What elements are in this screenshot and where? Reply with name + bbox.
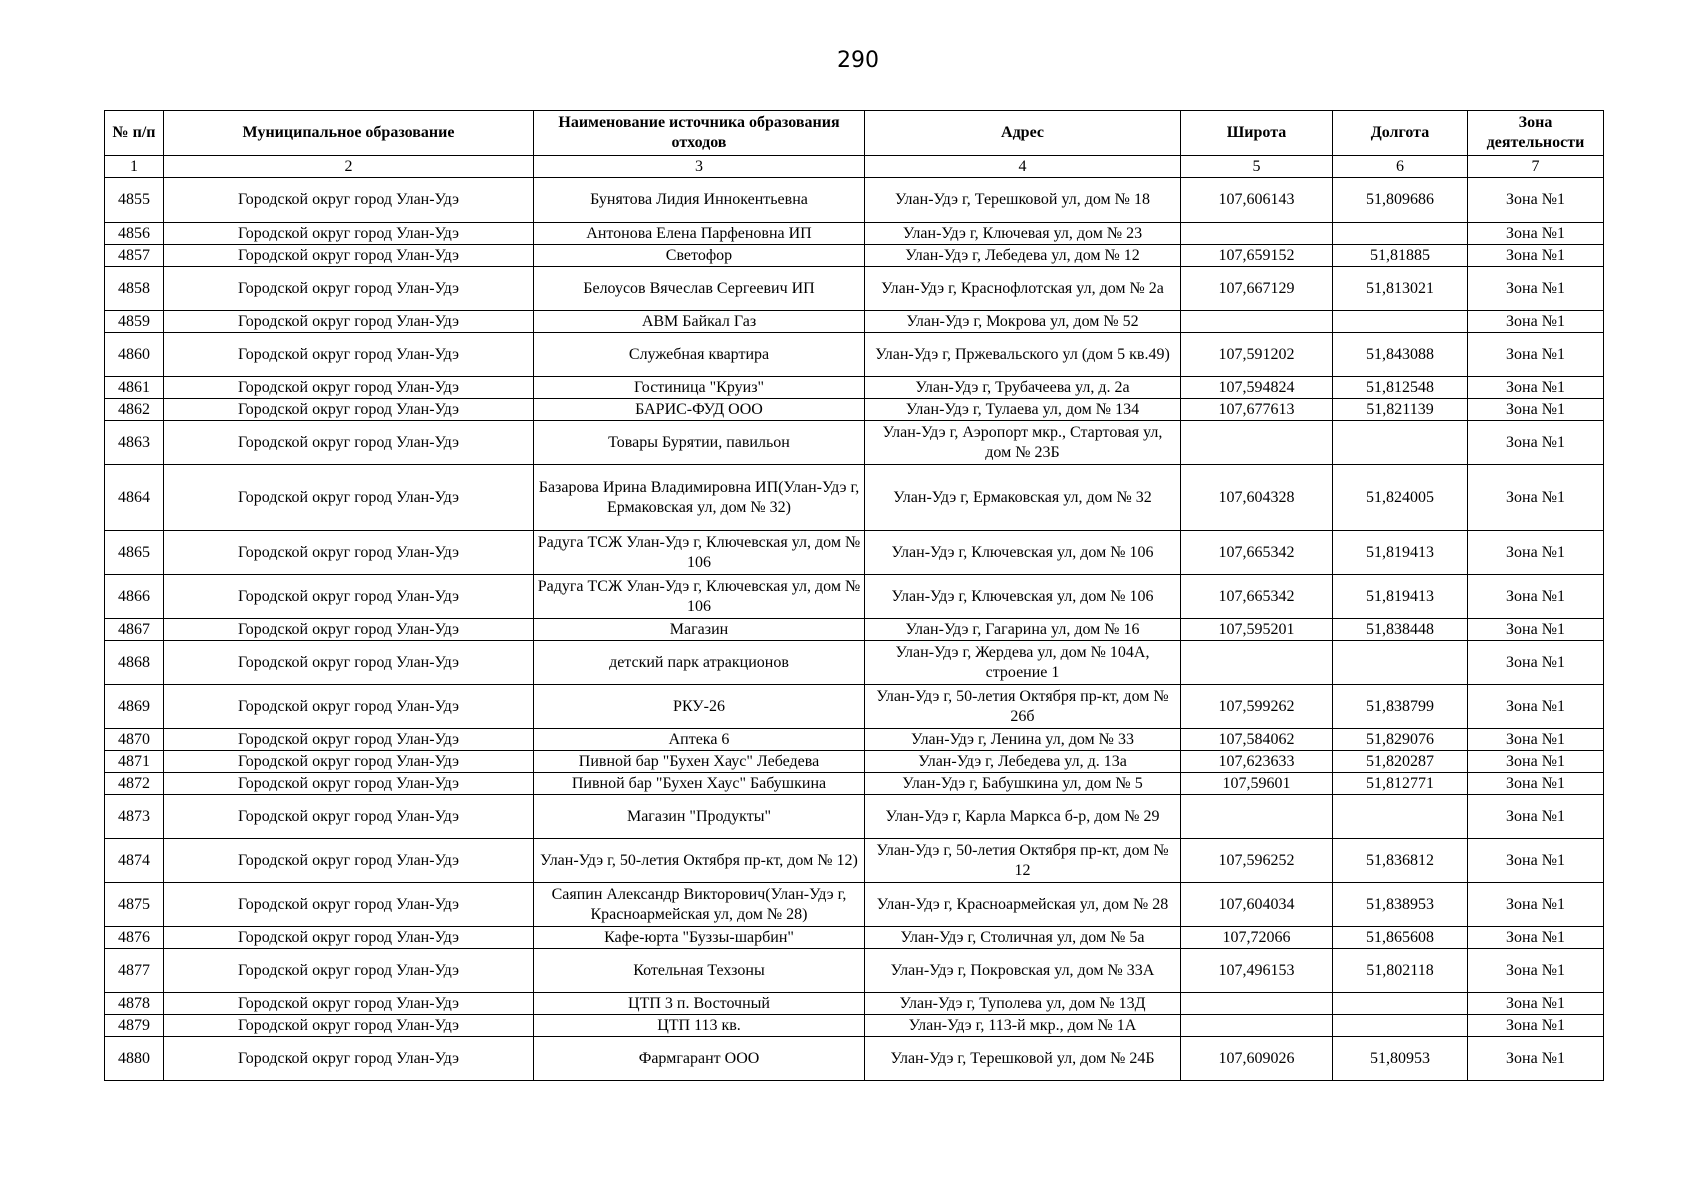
cell-longitude	[1333, 795, 1468, 839]
cell-longitude: 51,819413	[1333, 575, 1468, 619]
cell-longitude: 51,80953	[1333, 1037, 1468, 1081]
cell-source: ЦТП 3 п. Восточный	[534, 993, 865, 1015]
table-row	[105, 575, 1604, 619]
cell-address: Улан-Удэ г, Туполева ул, дом № 13Д	[865, 993, 1181, 1015]
table-row	[105, 245, 1604, 267]
table-row	[105, 729, 1604, 751]
cell-latitude: 107,596252	[1181, 839, 1333, 883]
cell-latitude: 107,604328	[1181, 465, 1333, 531]
cell-municipality: Городской округ город Улан-Удэ	[164, 619, 534, 641]
table-row	[105, 1037, 1604, 1081]
cell-number: 4871	[105, 751, 164, 773]
cell-zone: Зона №1	[1468, 795, 1604, 839]
cell-address: Улан-Удэ г, Карла Маркса б-р, дом № 29	[865, 795, 1181, 839]
column-number-row	[105, 156, 1604, 178]
cell-latitude: 107,677613	[1181, 399, 1333, 421]
cell-municipality: Городской округ город Улан-Удэ	[164, 883, 534, 927]
cell-municipality: Городской округ город Улан-Удэ	[164, 311, 534, 333]
cell-address: Улан-Удэ г, Жердева ул, дом № 104А, строение 1	[865, 641, 1181, 685]
cell-municipality: Городской округ город Улан-Удэ	[164, 751, 534, 773]
cell-zone: Зона №1	[1468, 949, 1604, 993]
cell-number: 4874	[105, 839, 164, 883]
cell-longitude: 51,813021	[1333, 267, 1468, 311]
table-body	[105, 178, 1604, 1081]
cell-municipality: Городской округ город Улан-Удэ	[164, 641, 534, 685]
cell-longitude: 51,838448	[1333, 619, 1468, 641]
cell-latitude: 107,595201	[1181, 619, 1333, 641]
table-row	[105, 927, 1604, 949]
table-row	[105, 421, 1604, 465]
table-row	[105, 949, 1604, 993]
cell-source: Пивной бар "Бухен Хаус" Бабушкина	[534, 773, 865, 795]
cell-number: 4880	[105, 1037, 164, 1081]
cell-source: Аптека 6	[534, 729, 865, 751]
table-row	[105, 685, 1604, 729]
cell-source: Радуга ТСЖ Улан-Удэ г, Ключевская ул, дом № 106	[534, 531, 865, 575]
cell-number: 4865	[105, 531, 164, 575]
cell-number: 4872	[105, 773, 164, 795]
cell-municipality: Городской округ город Улан-Удэ	[164, 245, 534, 267]
cell-zone: Зона №1	[1468, 993, 1604, 1015]
cell-number: 4859	[105, 311, 164, 333]
cell-municipality: Городской округ город Улан-Удэ	[164, 399, 534, 421]
waste-sources-table	[104, 110, 1604, 1081]
cell-zone: Зона №1	[1468, 223, 1604, 245]
cell-address: Улан-Удэ г, 50-летия Октября пр-кт, дом № 26б	[865, 685, 1181, 729]
cell-longitude: 51,819413	[1333, 531, 1468, 575]
cell-latitude	[1181, 993, 1333, 1015]
table-row	[105, 751, 1604, 773]
cell-zone: Зона №1	[1468, 685, 1604, 729]
cell-latitude: 107,665342	[1181, 575, 1333, 619]
cell-longitude	[1333, 641, 1468, 685]
table-row	[105, 1015, 1604, 1037]
cell-latitude: 107,606143	[1181, 178, 1333, 223]
cell-source: Пивной бар "Бухен Хаус" Лебедева	[534, 751, 865, 773]
table-row	[105, 399, 1604, 421]
cell-zone: Зона №1	[1468, 1037, 1604, 1081]
cell-municipality: Городской округ город Улан-Удэ	[164, 531, 534, 575]
cell-address: Улан-Удэ г, Мокрова ул, дом № 52	[865, 311, 1181, 333]
cell-source: Гостиница "Круиз"	[534, 377, 865, 399]
cell-longitude	[1333, 1015, 1468, 1037]
cell-latitude: 107,591202	[1181, 333, 1333, 377]
cell-number: 4860	[105, 333, 164, 377]
cell-number: 4868	[105, 641, 164, 685]
cell-longitude: 51,824005	[1333, 465, 1468, 531]
cell-longitude: 51,838799	[1333, 685, 1468, 729]
cell-latitude: 107,604034	[1181, 883, 1333, 927]
cell-zone: Зона №1	[1468, 531, 1604, 575]
cell-address: Улан-Удэ г, Бабушкина ул, дом № 5	[865, 773, 1181, 795]
table-row	[105, 267, 1604, 311]
cell-latitude	[1181, 795, 1333, 839]
cell-address: Улан-Удэ г, Пржевальского ул (дом 5 кв.49)	[865, 333, 1181, 377]
cell-zone: Зона №1	[1468, 773, 1604, 795]
header-cell-address: Адрес	[865, 111, 1181, 156]
cell-number: 4863	[105, 421, 164, 465]
cell-municipality: Городской округ город Улан-Удэ	[164, 773, 534, 795]
table-row	[105, 333, 1604, 377]
cell-number: 4877	[105, 949, 164, 993]
cell-number: 4873	[105, 795, 164, 839]
cell-longitude: 51,865608	[1333, 927, 1468, 949]
cell-municipality: Городской округ город Улан-Удэ	[164, 795, 534, 839]
cell-source: Служебная квартира	[534, 333, 865, 377]
cell-zone: Зона №1	[1468, 1015, 1604, 1037]
table-row	[105, 641, 1604, 685]
column-number: 3	[534, 156, 865, 178]
cell-municipality: Городской округ город Улан-Удэ	[164, 178, 534, 223]
cell-source: Антонова Елена Парфеновна ИП	[534, 223, 865, 245]
cell-number: 4864	[105, 465, 164, 531]
page-number: 290	[837, 48, 879, 73]
cell-municipality: Городской округ город Улан-Удэ	[164, 729, 534, 751]
cell-address: Улан-Удэ г, 50-летия Октября пр-кт, дом № 12	[865, 839, 1181, 883]
table-row	[105, 178, 1604, 223]
header-cell-zone: Зона деятельности	[1468, 111, 1604, 156]
cell-municipality: Городской округ город Улан-Удэ	[164, 421, 534, 465]
cell-address: Улан-Удэ г, Аэропорт мкр., Стартовая ул, дом № 23Б	[865, 421, 1181, 465]
cell-municipality: Городской округ город Улан-Удэ	[164, 267, 534, 311]
cell-address: Улан-Удэ г, Столичная ул, дом № 5а	[865, 927, 1181, 949]
cell-number: 4861	[105, 377, 164, 399]
cell-number: 4858	[105, 267, 164, 311]
cell-latitude	[1181, 311, 1333, 333]
cell-latitude: 107,623633	[1181, 751, 1333, 773]
cell-address: Улан-Удэ г, Терешковой ул, дом № 24Б	[865, 1037, 1181, 1081]
cell-number: 4875	[105, 883, 164, 927]
cell-longitude: 51,809686	[1333, 178, 1468, 223]
cell-latitude: 107,72066	[1181, 927, 1333, 949]
cell-address: Улан-Удэ г, Ермаковская ул, дом № 32	[865, 465, 1181, 531]
cell-latitude: 107,59601	[1181, 773, 1333, 795]
cell-number: 4867	[105, 619, 164, 641]
cell-source: Товары Бурятии, павильон	[534, 421, 865, 465]
cell-latitude: 107,584062	[1181, 729, 1333, 751]
cell-zone: Зона №1	[1468, 641, 1604, 685]
cell-zone: Зона №1	[1468, 311, 1604, 333]
cell-longitude	[1333, 993, 1468, 1015]
cell-municipality: Городской округ город Улан-Удэ	[164, 839, 534, 883]
cell-latitude: 107,599262	[1181, 685, 1333, 729]
cell-address: Улан-Удэ г, Терешковой ул, дом № 18	[865, 178, 1181, 223]
cell-source: АВМ Байкал Газ	[534, 311, 865, 333]
cell-municipality: Городской округ город Улан-Удэ	[164, 377, 534, 399]
header-row	[105, 111, 1604, 156]
cell-address: Улан-Удэ г, Тулаева ул, дом № 134	[865, 399, 1181, 421]
cell-source: Радуга ТСЖ Улан-Удэ г, Ключевская ул, дом № 106	[534, 575, 865, 619]
cell-zone: Зона №1	[1468, 399, 1604, 421]
cell-number: 4876	[105, 927, 164, 949]
cell-latitude	[1181, 641, 1333, 685]
cell-longitude: 51,829076	[1333, 729, 1468, 751]
cell-latitude	[1181, 223, 1333, 245]
cell-address: Улан-Удэ г, Лебедева ул, д. 13а	[865, 751, 1181, 773]
cell-source: Магазин	[534, 619, 865, 641]
cell-source: Фармгарант ООО	[534, 1037, 865, 1081]
cell-municipality: Городской округ город Улан-Удэ	[164, 575, 534, 619]
cell-zone: Зона №1	[1468, 575, 1604, 619]
cell-zone: Зона №1	[1468, 245, 1604, 267]
cell-longitude: 51,802118	[1333, 949, 1468, 993]
cell-municipality: Городской округ город Улан-Удэ	[164, 223, 534, 245]
cell-address: Улан-Удэ г, Лебедева ул, дом № 12	[865, 245, 1181, 267]
cell-zone: Зона №1	[1468, 267, 1604, 311]
cell-source: Базарова Ирина Владимировна ИП(Улан-Удэ г, Ермаковская ул, дом № 32)	[534, 465, 865, 531]
cell-address: Улан-Удэ г, Ключевская ул, дом № 106	[865, 531, 1181, 575]
cell-source: ЦТП 113 кв.	[534, 1015, 865, 1037]
header-cell-number: № п/п	[105, 111, 164, 156]
cell-source: Магазин "Продукты"	[534, 795, 865, 839]
header-cell-municipality: Муниципальное образование	[164, 111, 534, 156]
cell-longitude: 51,812548	[1333, 377, 1468, 399]
cell-latitude	[1181, 421, 1333, 465]
cell-longitude: 51,836812	[1333, 839, 1468, 883]
cell-source: детский парк атракционов	[534, 641, 865, 685]
table-row	[105, 839, 1604, 883]
cell-zone: Зона №1	[1468, 377, 1604, 399]
cell-longitude: 51,843088	[1333, 333, 1468, 377]
cell-municipality: Городской округ город Улан-Удэ	[164, 685, 534, 729]
table-row	[105, 465, 1604, 531]
cell-source: БАРИС-ФУД ООО	[534, 399, 865, 421]
cell-address: Улан-Удэ г, Гагарина ул, дом № 16	[865, 619, 1181, 641]
cell-source: РКУ-26	[534, 685, 865, 729]
cell-municipality: Городской округ город Улан-Удэ	[164, 949, 534, 993]
cell-zone: Зона №1	[1468, 465, 1604, 531]
table-row	[105, 773, 1604, 795]
table-row	[105, 795, 1604, 839]
cell-zone: Зона №1	[1468, 178, 1604, 223]
cell-source: Бунятова Лидия Иннокентьевна	[534, 178, 865, 223]
table-row	[105, 531, 1604, 575]
column-number: 2	[164, 156, 534, 178]
cell-source: Саяпин Александр Викторович(Улан-Удэ г, Красноармейская ул, дом № 28)	[534, 883, 865, 927]
cell-zone: Зона №1	[1468, 729, 1604, 751]
cell-number: 4862	[105, 399, 164, 421]
table-row	[105, 311, 1604, 333]
cell-address: Улан-Удэ г, Покровская ул, дом № 33А	[865, 949, 1181, 993]
cell-latitude: 107,665342	[1181, 531, 1333, 575]
cell-source: Кафе-юрта "Буззы-шарбин"	[534, 927, 865, 949]
cell-number: 4879	[105, 1015, 164, 1037]
cell-source: Белоусов Вячеслав Сергеевич ИП	[534, 267, 865, 311]
cell-address: Улан-Удэ г, Ленина ул, дом № 33	[865, 729, 1181, 751]
cell-latitude: 107,594824	[1181, 377, 1333, 399]
cell-number: 4866	[105, 575, 164, 619]
table-row	[105, 619, 1604, 641]
cell-longitude: 51,821139	[1333, 399, 1468, 421]
cell-latitude: 107,609026	[1181, 1037, 1333, 1081]
column-number: 5	[1181, 156, 1333, 178]
cell-number: 4857	[105, 245, 164, 267]
cell-longitude: 51,838953	[1333, 883, 1468, 927]
cell-latitude: 107,667129	[1181, 267, 1333, 311]
cell-address: Улан-Удэ г, Красноармейская ул, дом № 28	[865, 883, 1181, 927]
table-row	[105, 223, 1604, 245]
cell-municipality: Городской округ город Улан-Удэ	[164, 1015, 534, 1037]
table-row	[105, 883, 1604, 927]
table-row	[105, 993, 1604, 1015]
cell-zone: Зона №1	[1468, 883, 1604, 927]
cell-municipality: Городской округ город Улан-Удэ	[164, 465, 534, 531]
cell-address: Улан-Удэ г, Краснофлотская ул, дом № 2а	[865, 267, 1181, 311]
header-cell-longitude: Долгота	[1333, 111, 1468, 156]
cell-longitude: 51,81885	[1333, 245, 1468, 267]
header-cell-latitude: Широта	[1181, 111, 1333, 156]
cell-longitude	[1333, 223, 1468, 245]
cell-number: 4870	[105, 729, 164, 751]
cell-address: Улан-Удэ г, Ключевская ул, дом № 106	[865, 575, 1181, 619]
column-number: 1	[105, 156, 164, 178]
cell-address: Улан-Удэ г, Трубачеева ул, д. 2а	[865, 377, 1181, 399]
column-number: 6	[1333, 156, 1468, 178]
cell-address: Улан-Удэ г, 113-й мкр., дом № 1А	[865, 1015, 1181, 1037]
cell-source: Котельная Техзоны	[534, 949, 865, 993]
cell-source: Светофор	[534, 245, 865, 267]
header-cell-source: Наименование источника образования отходов	[534, 111, 865, 156]
cell-municipality: Городской округ город Улан-Удэ	[164, 993, 534, 1015]
cell-longitude: 51,820287	[1333, 751, 1468, 773]
cell-latitude: 107,496153	[1181, 949, 1333, 993]
cell-address: Улан-Удэ г, Ключевая ул, дом № 23	[865, 223, 1181, 245]
cell-latitude: 107,659152	[1181, 245, 1333, 267]
cell-municipality: Городской округ город Улан-Удэ	[164, 927, 534, 949]
cell-longitude	[1333, 421, 1468, 465]
cell-source: Улан-Удэ г, 50-летия Октября пр-кт, дом № 12)	[534, 839, 865, 883]
cell-number: 4878	[105, 993, 164, 1015]
cell-number: 4855	[105, 178, 164, 223]
column-number: 4	[865, 156, 1181, 178]
cell-longitude: 51,812771	[1333, 773, 1468, 795]
cell-zone: Зона №1	[1468, 619, 1604, 641]
cell-zone: Зона №1	[1468, 333, 1604, 377]
table-row	[105, 377, 1604, 399]
cell-longitude	[1333, 311, 1468, 333]
cell-municipality: Городской округ город Улан-Удэ	[164, 333, 534, 377]
cell-zone: Зона №1	[1468, 751, 1604, 773]
column-number: 7	[1468, 156, 1604, 178]
cell-zone: Зона №1	[1468, 421, 1604, 465]
cell-number: 4856	[105, 223, 164, 245]
cell-zone: Зона №1	[1468, 839, 1604, 883]
cell-zone: Зона №1	[1468, 927, 1604, 949]
cell-number: 4869	[105, 685, 164, 729]
cell-municipality: Городской округ город Улан-Удэ	[164, 1037, 534, 1081]
cell-latitude	[1181, 1015, 1333, 1037]
